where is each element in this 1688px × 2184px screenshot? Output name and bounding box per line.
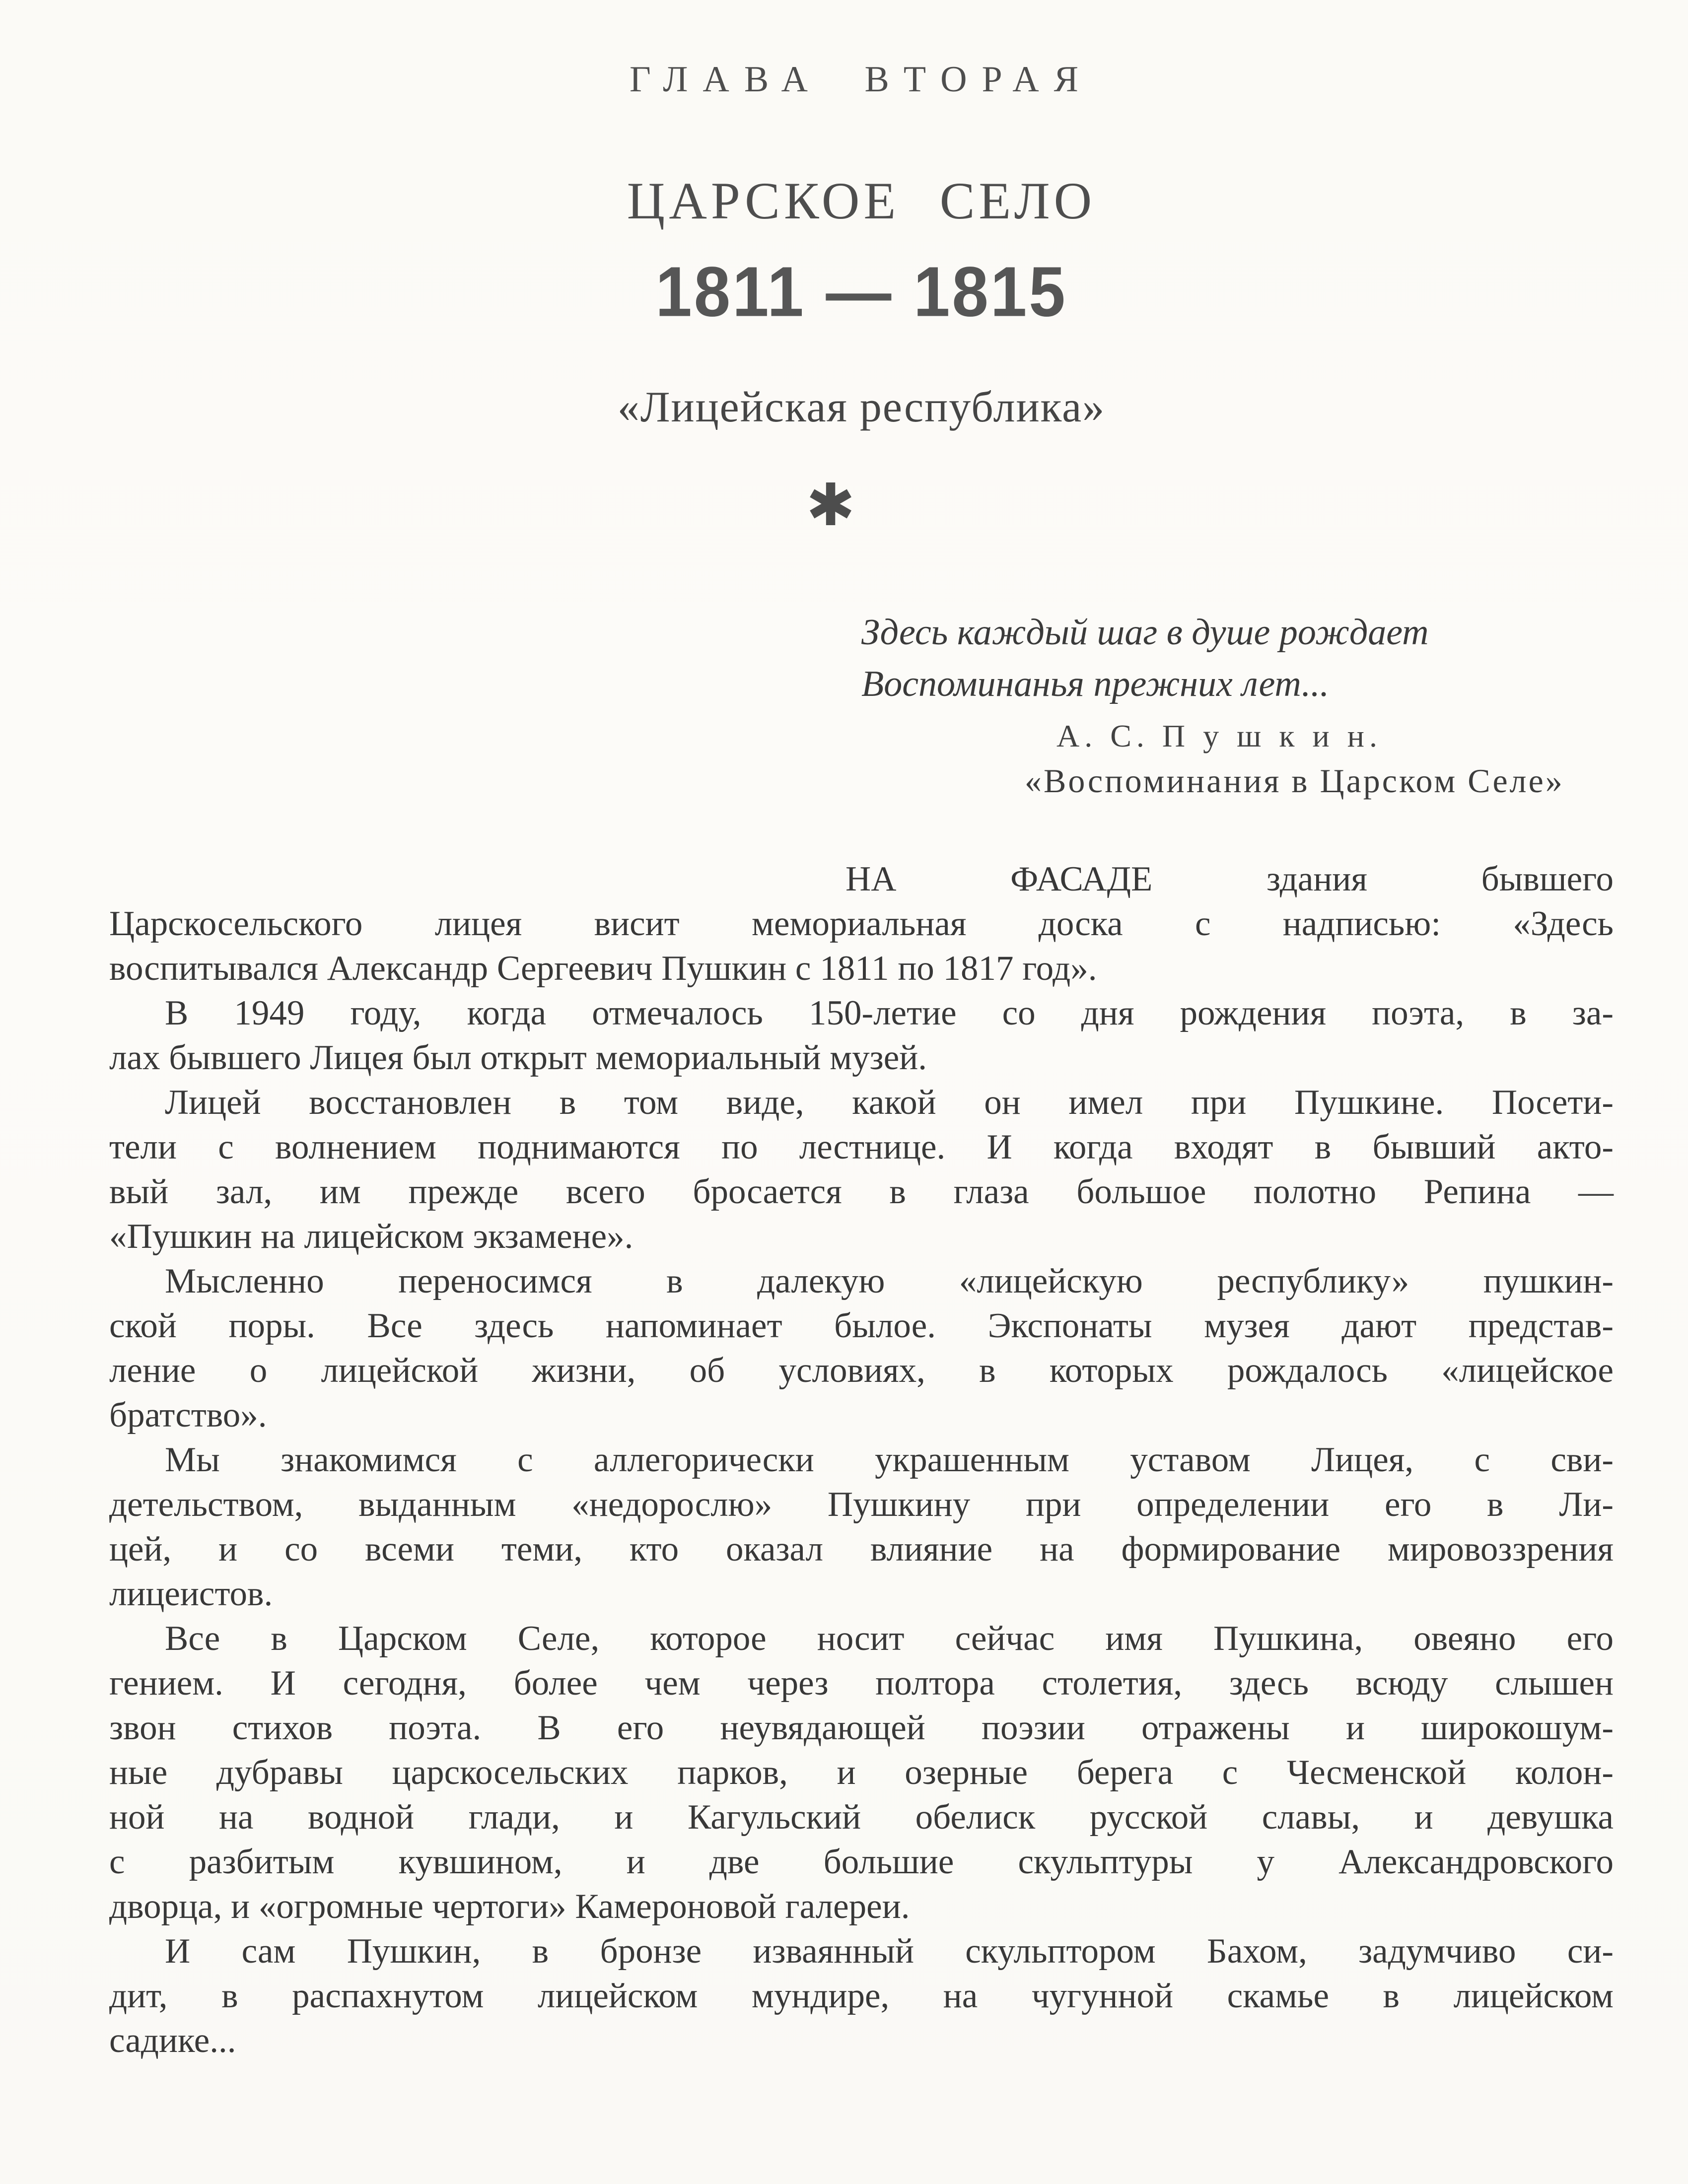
- chapter-subtitle: «Лицейская республика»: [617, 383, 1106, 431]
- paragraph: [109, 1259, 1614, 1437]
- body-text-line: В 1949 году, когда отмечалось 150-летие со дня рождения поэта, в за-: [165, 994, 1614, 1032]
- body-text-line: Лицей восстановлен в том виде, какой он имел при Пушкине. Посети-: [165, 1083, 1614, 1122]
- body-text-line: лицеистов.: [109, 1574, 273, 1613]
- body-text-line: детельством, выданным «недорослю» Пушкину при определении его в Ли-: [109, 1485, 1614, 1524]
- asterisk-ornament-icon: ✱: [806, 473, 855, 538]
- epigraph-author: А. С. П у ш к и н.: [1056, 718, 1382, 753]
- chapter-label: ГЛАВА ВТОРАЯ: [629, 59, 1094, 100]
- paragraph: [109, 857, 1614, 991]
- body-text-line: ные дубравы царскосельских парков, и озерные берега с Чесменской колон-: [109, 1753, 1614, 1792]
- paragraph: [109, 1929, 1614, 2063]
- body-text-line: Мысленно переносимся в далекую «лицейскую республику» пушкин-: [165, 1262, 1614, 1300]
- body-text-line: «Пушкин на лицейском экзамене».: [109, 1217, 633, 1256]
- paragraph: [109, 1437, 1614, 1616]
- years-range: 1811 — 1815: [655, 252, 1067, 331]
- body-text-line: вый зал, им прежде всего бросается в глаза большое полотно Репина —: [109, 1172, 1614, 1211]
- body-text-line: с разбитым кувшином, и две большие скульптуры у Александровского: [109, 1843, 1614, 1881]
- body-text-line: воспитывался Александр Сергеевич Пушкин с 1811 по 1817 год».: [109, 949, 1097, 988]
- body-text-line: ление о лицейской жизни, об условиях, в которых рождалось «лицейское: [109, 1351, 1614, 1390]
- body-text-line: лах бывшего Лицея был открыт мемориальный музей.: [109, 1038, 927, 1077]
- body-text: [109, 857, 1614, 2063]
- epigraph-line: Воспоминанья прежних лет...: [861, 664, 1330, 704]
- epigraph-line: Здесь каждый шаг в душе рождает: [861, 612, 1429, 653]
- body-text-line: Царскосельского лицея висит мемориальная доска с надписью: «Здесь: [109, 904, 1614, 943]
- body-text-line: цей, и со всеми теми, кто оказал влияние на формирование мировоззрения: [109, 1530, 1614, 1569]
- body-text-line: садике...: [109, 2021, 236, 2060]
- paragraph: [109, 991, 1614, 1080]
- body-text-line: дворца, и «огромные чертоги» Камероновой галереи.: [109, 1887, 910, 1926]
- page-title: ЦАРСКОЕ СЕЛО: [627, 172, 1096, 230]
- epigraph-source: «Воспоминания в Царском Селе»: [1025, 762, 1564, 800]
- body-text-line: тели с волнением поднимаются по лестнице. И когда входят в бывший акто-: [109, 1128, 1614, 1166]
- body-text-line: И сам Пушкин, в бронзе изваянный скульптором Бахом, задумчиво си-: [165, 1932, 1614, 1971]
- body-text-line: НА ФАСАДЕ здания бывшего: [845, 860, 1614, 898]
- body-text-line: братство».: [109, 1396, 267, 1434]
- body-text-line: Все в Царском Селе, которое носит сейчас имя Пушкина, овеяно его: [165, 1619, 1614, 1658]
- paragraph: [109, 1616, 1614, 1929]
- body-text-line: Мы знакомимся с аллегорически украшенным уставом Лицея, с сви-: [165, 1440, 1614, 1479]
- body-text-line: ной на водной глади, и Кагульский обелиск русской славы, и девушка: [109, 1798, 1614, 1837]
- epigraph: [861, 607, 1429, 710]
- body-text-line: гением. И сегодня, более чем через полтора столетия, здесь всюду слышен: [109, 1664, 1614, 1703]
- body-text-line: ской поры. Все здесь напоминает былое. Экспонаты музея дают представ-: [109, 1306, 1614, 1345]
- paragraph: [109, 1080, 1614, 1259]
- body-text-line: звон стихов поэта. В его неувядающей поэзии отражены и широкошум-: [109, 1708, 1614, 1747]
- body-text-line: дит, в распахнутом лицейском мундире, на чугунной скамье в лицейском: [109, 1977, 1614, 2015]
